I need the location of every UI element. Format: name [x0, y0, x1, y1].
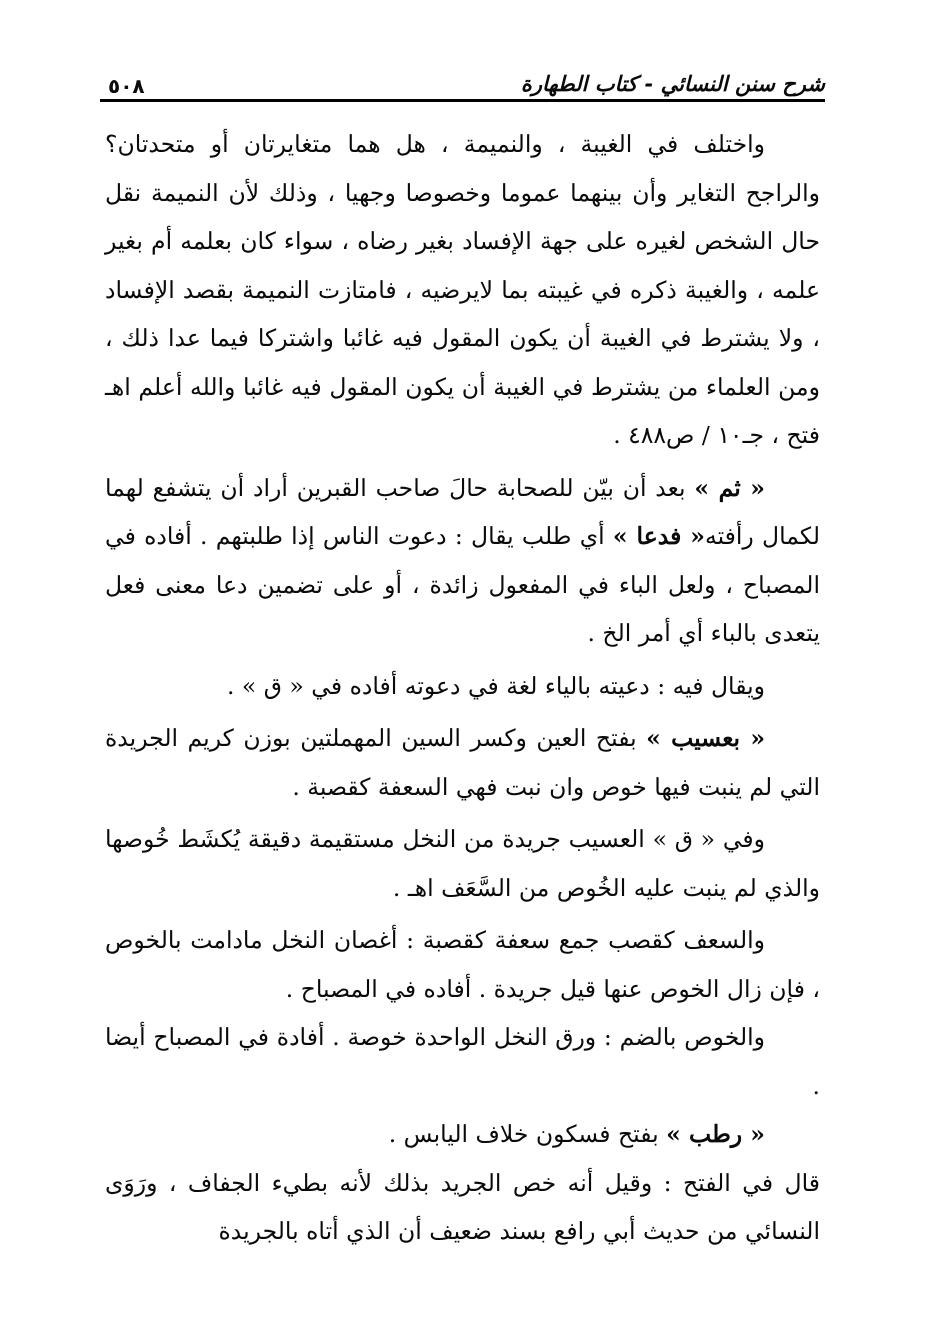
- paragraph-thumma-text-b: أي طلب يقال : دعوت الناس إذا طلبتهم . أفاده في المصباح ، ولعل الباء في المفعول زائدة ، أو على تضمين دعا معنى فعل يتعدى بالباء أي أمر الخ .: [105, 522, 820, 647]
- running-title: شرح سنن النسائي - كتاب الطهارة: [520, 72, 825, 96]
- paragraph-asib: [105, 714, 820, 811]
- paragraph-fath: قال في الفتح : وقيل أنه خص الجريد بذلك لأنه بطيء الجفاف ، ورَوَى النسائي من حديث أبي رافع بسند ضعيف أن الذي أتاه بالجريدة: [105, 1168, 820, 1245]
- header-rule: [100, 99, 825, 102]
- paragraph-khus: والخوص بالضم : ورق النخل الواحدة خوصة . أفادة في المصباح أيضا .: [105, 1023, 820, 1100]
- keyword-asib: « بعسيب »: [646, 724, 766, 752]
- keyword-ratb: « رطب »: [666, 1120, 765, 1148]
- paragraph-asib-text: بفتح العين وكسر السين المهملتين بوزن كريم الجريدة التي لم ينبت فيها خوص وان نبت فهي السعفة كقصبة .: [105, 724, 820, 801]
- page-number: ٥٠٨: [108, 74, 145, 98]
- paragraph-thumma: [105, 464, 820, 658]
- paragraph-qamus: وفي « ق » العسيب جريدة من النخل مستقيمة دقيقة يُكشَط خُوصها والذي لم ينبت عليه الخُوص من السَّعَف اهـ .: [105, 825, 820, 902]
- keyword-thumma: « ثم »: [694, 473, 765, 502]
- paragraph-ghiba: واختلف في الغيبة ، والنميمة ، هل هما متغايرتان أو متحدتان؟ والراجح التغاير وأن بينهما عموما وخصوصا وجهيا ، وذلك لأن النميمة نقل حال الشخص لغيره على جهة الإفساد بغير رضاه ، سواء كان بعلمه أم بغير علمه ، والغيبة ذكره في غيبته بما لايرضيه ، فامتازت النميمة بقصد الإفساد ، ولا يشترط في الغيبة أن يكون المقول فيه غائبا واشتركا فيما عدا ذلك ، ومن العلماء من يشترط في الغيبة أن يكون المقول فيه غائبا والله أعلم اهـ فتح ، جـ١٠ / ص٤٨٨ .: [105, 130, 820, 449]
- paragraph-yuqal: ويقال فيه : دعيته بالياء لغة في دعوته أفاده في « ق » .: [226, 671, 765, 700]
- paragraph-ratb: [105, 1110, 820, 1159]
- paragraph-thumma-text-a: بعد أن بيّن للصحابة حالَ صاحب القبرين أراد أن يتشفع لهما لكمال رأفته: [105, 473, 820, 550]
- paragraph-saaf: والسعف كقصب جمع سعفة كقصبة : أغصان النخل مادامت بالخوص ، فإن زال الخوص عنها قيل جريدة . أفاده في المصباح .: [105, 926, 820, 1003]
- page-body: [105, 120, 820, 1256]
- keyword-fada: « فدعا »: [612, 522, 705, 550]
- paragraph-ratb-text: بفتح فسكون خلاف اليابس .: [388, 1120, 667, 1148]
